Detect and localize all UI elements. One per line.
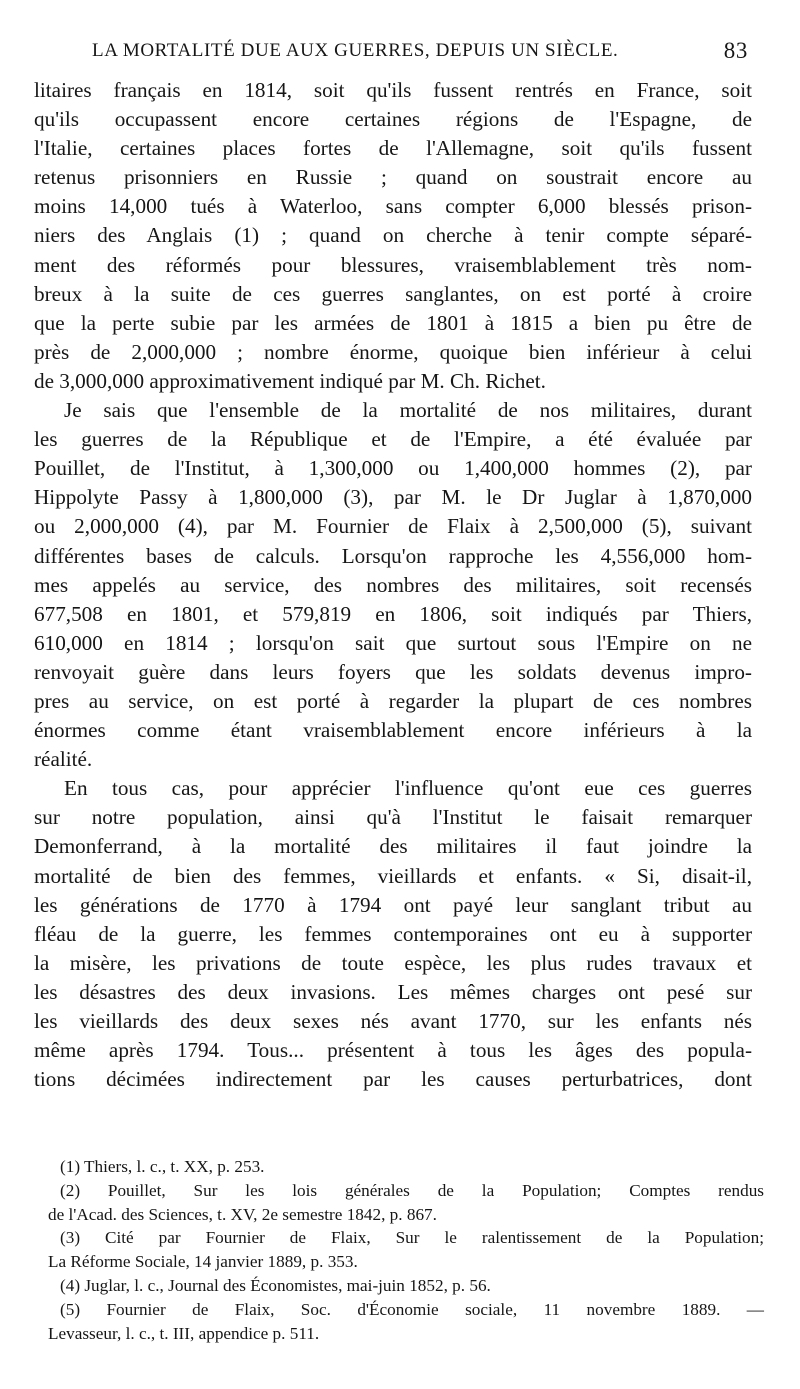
paragraph-start-line: Je sais que l'ensemble de la mortalité de nos militaires, durant — [64, 398, 752, 423]
footnote-line: (1) Thiers, l. c., t. XX, p. 253. — [60, 1157, 265, 1176]
text-line: ment des réformés pour blessures, vraisemblablement très nom- — [34, 252, 752, 277]
footnote-line: La Réforme Sociale, 14 janvier 1889, p. 353. — [48, 1252, 358, 1272]
text-line: Demonferrand, à la mortalité des militaires il faut joindre la — [34, 834, 752, 859]
text-line: breux à la suite de ces guerres sanglantes, on est porté à croire — [34, 281, 752, 306]
page-number: 83 — [723, 38, 748, 63]
text-line: les générations de 1770 à 1794 ont payé leur sanglant tribut au — [34, 892, 752, 917]
text-line: 610,000 en 1814 ; lorsqu'on sait que surtout sous l'Empire on ne — [34, 630, 752, 655]
text-line: la misère, les privations de toute espèce, les plus rudes travaux et — [34, 950, 752, 975]
text-line: pres au service, on est porté à regarder la plupart de ces nombres — [34, 688, 752, 713]
text-line: mes appelés au service, des nombres des militaires, soit recensés — [34, 572, 752, 597]
footnote-line: Levasseur, l. c., t. III, appendice p. 511. — [48, 1323, 320, 1343]
text-line: tions décimées indirectement par les causes perturbatrices, dont — [34, 1067, 752, 1092]
footnote-line: (4) Juglar, l. c., Journal des Économistes, mai-juin 1852, p. 56. — [60, 1275, 491, 1295]
paragraph-start-line: En tous cas, pour apprécier l'influence qu'ont eue ces guerres — [64, 776, 752, 801]
text-line: mortalité de bien des femmes, vieillards et enfants. « Si, disait-il, — [34, 863, 752, 888]
text-line: même après 1794. Tous... présentent à tous les âges des popula- — [34, 1038, 752, 1063]
text-line: litaires français en 1814, soit qu'ils fussent rentrés en France, soit — [34, 78, 752, 102]
text-line: retenus prisonniers en Russie ; quand on soustrait encore au — [34, 165, 752, 190]
paragraph-end-line: réalité. — [34, 747, 93, 772]
footnote-line: (2) Pouillet, Sur les lois générales de la Population; Comptes rendus — [60, 1180, 764, 1200]
text-line: énormes comme étant vraisemblablement encore inférieurs à la — [34, 718, 752, 743]
text-line: moins 14,000 tués à Waterloo, sans compter 6,000 blessés prison- — [34, 194, 752, 219]
text-line: ou 2,000,000 (4), par M. Fournier de Flaix à 2,500,000 (5), suivant — [34, 514, 752, 539]
running-header — [92, 38, 748, 68]
text-line: que la perte subie par les armées de 1801 à 1815 a bien pu être de — [34, 310, 752, 335]
text-line: Hippolyte Passy à 1,800,000 (3), par M. le Dr Juglar à 1,870,000 — [34, 485, 752, 510]
text-line: fléau de la guerre, les femmes contemporaines ont eu à supporter — [34, 921, 752, 946]
body-text — [34, 76, 752, 1094]
text-line: sur notre population, ainsi qu'à l'Institut le faisait remarquer — [34, 805, 752, 830]
text-line: les vieillards des deux sexes nés avant 1770, sur les enfants nés — [34, 1009, 752, 1033]
paragraph-end-line: de 3,000,000 approximativement indiqué par M. Ch. Richet. — [34, 368, 546, 393]
text-line: différentes bases de calculs. Lorsqu'on rapproche les 4,556,000 hom- — [34, 543, 752, 568]
footnotes — [48, 1155, 764, 1345]
text-line: renvoyait guère dans leurs foyers que les soldats devenus impro- — [34, 659, 752, 684]
footnote-line: (3) Cité par Fournier de Flaix, Sur le ralentissement de la Population; — [60, 1228, 764, 1248]
text-line: Pouillet, de l'Institut, à 1,300,000 ou 1,400,000 hommes (2), par — [34, 456, 752, 481]
text-line: les guerres de la République et de l'Empire, a été évaluée par — [34, 427, 752, 452]
text-line: 677,508 en 1801, et 579,819 en 1806, soit indiqués par Thiers, — [34, 601, 752, 626]
text-line: près de 2,000,000 ; nombre énorme, quoique bien inférieur à celui — [34, 339, 752, 364]
text-line: niers des Anglais (1) ; quand on cherche à tenir compte séparé- — [34, 223, 752, 248]
footnote-line: (5) Fournier de Flaix, Soc. d'Économie sociale, 11 novembre 1889. — — [60, 1299, 764, 1319]
text-line: les désastres des deux invasions. Les mêmes charges ont pesé sur — [34, 979, 752, 1004]
footnote-line: de l'Acad. des Sciences, t. XV, 2e semestre 1842, p. 867. — [48, 1204, 437, 1224]
running-title: LA MORTALITÉ DUE AUX GUERRES, DEPUIS UN SIÈCLE. — [92, 40, 619, 61]
text-line: l'Italie, certaines places fortes de l'Allemagne, soit qu'ils fussent — [34, 136, 752, 161]
text-line: qu'ils occupassent encore certaines régions de l'Espagne, de — [34, 107, 752, 132]
